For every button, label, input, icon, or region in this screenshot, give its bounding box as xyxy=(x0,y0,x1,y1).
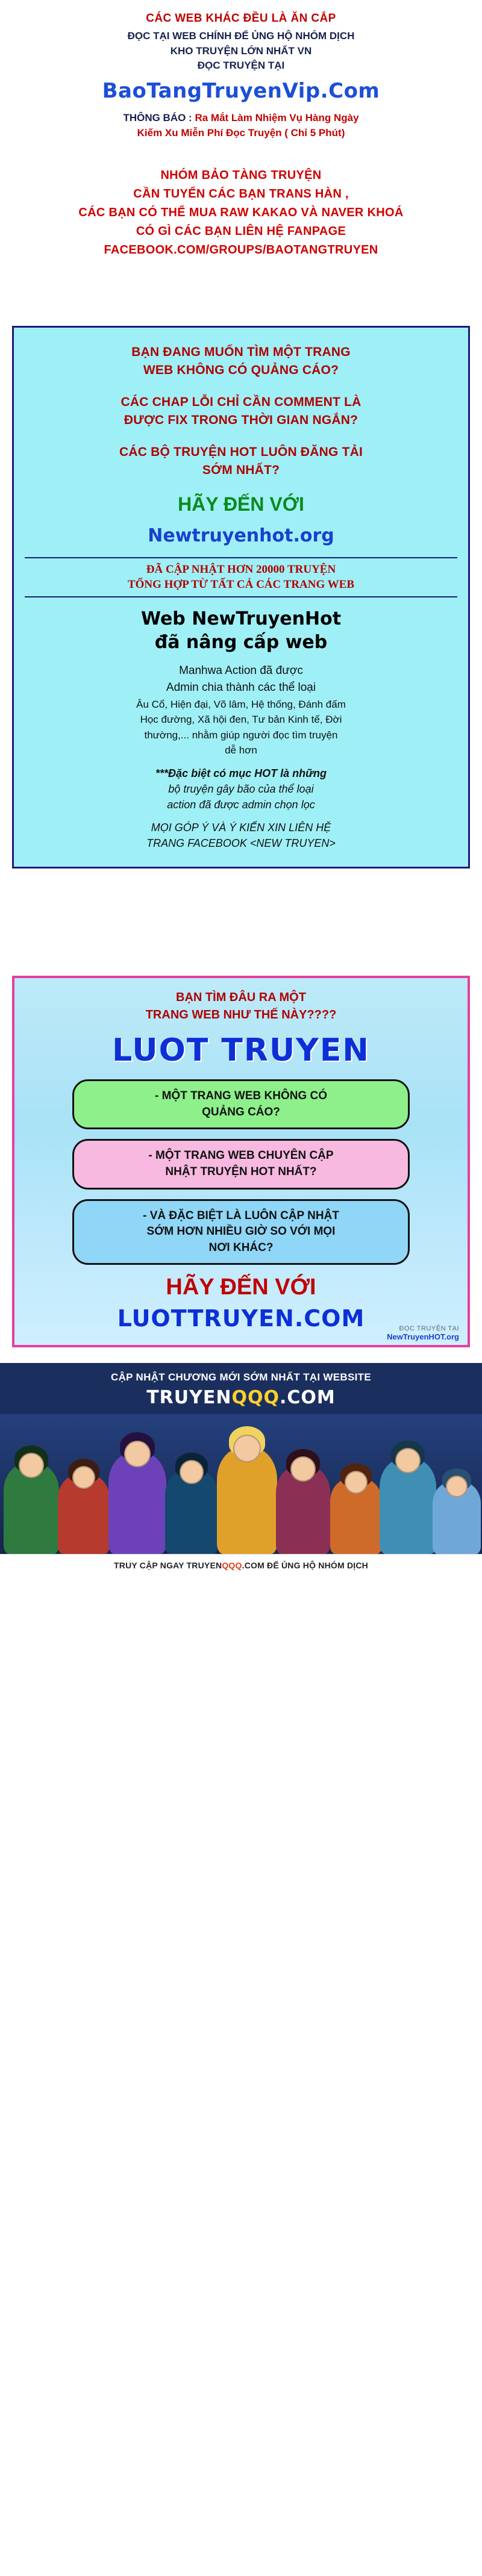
newtruyenhot-site-link[interactable]: Newtruyenhot.org xyxy=(148,525,334,546)
qqq-tagline: CẬP NHẬT CHƯƠNG MỚI SỚM NHẤT TẠI WEBSITE xyxy=(111,1371,371,1383)
newtruyen-body-line-5: thường,... nhằm giúp người đọc tìm truyện xyxy=(144,729,338,741)
bullet-3-line-3: NƠI KHÁC? xyxy=(208,1241,274,1254)
newtruyen-contact-note xyxy=(25,820,457,851)
bullet-3-line-2: SỚM HƠN NHIỀU GIỜ SO VỚI MỌI xyxy=(146,1225,336,1238)
newtruyen-question-3 xyxy=(25,443,457,480)
qqq-brand-dot: .COM xyxy=(279,1387,336,1409)
luottruyen-site-link[interactable]: LUOTTRUYEN.COM xyxy=(117,1305,365,1332)
notice-text: Ra Mắt Làm Nhiệm Vụ Hàng Ngày xyxy=(195,111,359,123)
character-2 xyxy=(58,1474,110,1554)
newtruyen-cta: HÃY ĐẾN VỚI xyxy=(178,493,304,515)
group-line-4: CÓ GÌ CÁC BẠN LIÊN HỆ FANPAGE xyxy=(136,224,346,238)
newtruyen-updated-count xyxy=(25,557,457,597)
q1-line-1: BẠN ĐANG MUỐN TÌM MỘT TRANG xyxy=(131,345,351,359)
group-fanpage-link[interactable]: FACEBOOK.COM/GROUPS/BAOTANGTRUYEN xyxy=(104,243,378,257)
baotangtruyenvip-brand-link[interactable]: BaoTangTruyenVip.Com xyxy=(102,78,380,103)
footer-prefix: TRUY CẬP NGAY TRUYEN xyxy=(114,1561,222,1571)
newtruyenhot-watermark xyxy=(387,1325,459,1342)
newtruyen-body-line-3: Âu Cổ, Hiện đại, Võ lâm, Hệ thống, Đánh đấm xyxy=(136,698,346,710)
luot-bullet-2 xyxy=(72,1139,410,1189)
q3-line-2: SỚM NHẤT? xyxy=(202,463,280,478)
character-8 xyxy=(380,1459,436,1554)
contact-line-2: TRANG FACEBOOK <NEW TRUYEN> xyxy=(146,837,336,850)
character-5-head xyxy=(233,1435,261,1462)
character-9-head xyxy=(446,1476,468,1497)
character-7-head xyxy=(345,1471,368,1494)
group-line-1: NHÓM BẢO TÀNG TRUYỆN xyxy=(160,168,322,182)
character-1-head xyxy=(19,1453,44,1478)
luot-cta: HÃY ĐẾN VỚI xyxy=(166,1274,316,1300)
luot-bullet-1 xyxy=(72,1079,410,1129)
hot-note-line-1: ***Đặc biệt có mục HOT là những xyxy=(155,767,327,779)
character-8-head xyxy=(395,1448,421,1473)
qqq-brand-prefix: TRUYEN xyxy=(146,1387,232,1409)
character-7 xyxy=(330,1478,382,1554)
character-6 xyxy=(276,1466,330,1554)
luot-question-line-2: TRANG WEB NHƯ THẾ NÀY???? xyxy=(145,1008,337,1022)
truyenqqq-brand-link[interactable] xyxy=(0,1387,482,1408)
luot-question xyxy=(24,989,458,1024)
top-announcement-section xyxy=(0,0,482,158)
newtruyen-question-2 xyxy=(25,393,457,430)
luottruyen-banner xyxy=(12,976,470,1347)
character-4 xyxy=(165,1470,218,1554)
footer-suffix: .COM ĐỂ ỦNG HỘ NHÓM DỊCH xyxy=(242,1561,368,1571)
newtruyen-headline xyxy=(25,607,457,654)
top-line-4: ĐỌC TRUYỆN TẠI xyxy=(197,60,285,72)
footer-bar xyxy=(0,1554,482,1577)
character-9 xyxy=(433,1482,481,1554)
bullet-1-line-2: QUẢNG CÁO? xyxy=(202,1105,280,1118)
top-line-3: KHO TRUYỆN LỚN NHẤT VN xyxy=(170,45,312,57)
top-line-1: CÁC WEB KHÁC ĐỀU LÀ ĂN CẮP xyxy=(146,12,336,25)
newtruyen-hot-note xyxy=(25,766,457,812)
truyenqqq-banner xyxy=(0,1363,482,1554)
bullet-1-line-1: - MỘT TRANG WEB KHÔNG CÓ xyxy=(154,1090,328,1103)
character-5 xyxy=(217,1448,277,1554)
newtruyen-body-line-1: Manhwa Action đã được xyxy=(179,664,303,677)
spacer-2 xyxy=(0,869,482,941)
character-2-head xyxy=(72,1466,95,1489)
q3-line-1: CÁC BỘ TRUYỆN HOT LUÔN ĐĂNG TẢI xyxy=(119,444,363,459)
q2-line-1: CÁC CHAP LỖI CHỈ CẦN COMMENT LÀ xyxy=(120,395,362,409)
bullet-2-line-1: - MỘT TRANG WEB CHUYÊN CẬP xyxy=(148,1149,334,1162)
headline-line-2: đã nâng cấp web xyxy=(154,631,328,653)
luottruyen-brand: LUOT TRUYEN xyxy=(112,1032,370,1069)
watermark-line-1: ĐỌC TRUYỆN TẠI xyxy=(399,1324,459,1332)
footer-qqq: QQQ xyxy=(222,1561,242,1571)
updated-line-1: ĐÃ CẬP NHẬT HƠN 20000 TRUYỆN xyxy=(146,563,336,576)
group-line-2: CẦN TUYỂN CÁC BẠN TRANS HÀN , xyxy=(133,187,349,201)
spacer-1 xyxy=(0,278,482,320)
group-recruit-section xyxy=(0,158,482,278)
character-1 xyxy=(4,1464,59,1554)
headline-line-1: Web NewTruyenHot xyxy=(140,608,342,629)
contact-line-1: MỌI GÓP Ý VÀ Ý KIẾN XIN LIÊN HỆ xyxy=(151,822,331,834)
newtruyen-body-line-2: Admin chia thành các thể loại xyxy=(166,681,316,694)
character-3-head xyxy=(124,1441,151,1467)
luot-question-line-1: BẠN TÌM ĐÂU RA MỘT xyxy=(176,991,306,1005)
notice-line-2: Kiếm Xu Miễn Phí Đọc Truyện ( Chỉ 5 Phút) xyxy=(137,127,345,139)
newtruyen-body-line-6: dễ hơn xyxy=(225,744,257,756)
character-3 xyxy=(108,1453,166,1554)
group-line-3: CÁC BẠN CÓ THỂ MUA RAW KAKAO VÀ NAVER KHOÁ xyxy=(78,205,404,219)
notice-label: THÔNG BÁO : xyxy=(123,111,192,123)
luot-bullet-3 xyxy=(72,1199,410,1265)
hot-note-line-3: action đã được admin chọn lọc xyxy=(167,799,315,811)
character-4-head xyxy=(180,1460,204,1484)
newtruyen-question-1 xyxy=(25,343,457,380)
notice-line-1 xyxy=(0,110,482,126)
updated-line-2: TỔNG HỢP TỪ TẤT CẢ CÁC TRANG WEB xyxy=(127,578,355,591)
qqq-brand-suffix: QQQ xyxy=(231,1387,280,1409)
hot-note-line-2: bộ truyện gây bão của thể loại xyxy=(168,782,314,795)
newtruyen-body-line-4: Học đường, Xã hội đen, Tư bản Kinh tế, Đời xyxy=(140,714,342,726)
newtruyenhot-banner xyxy=(12,326,470,869)
footer-visit-link[interactable] xyxy=(0,1561,482,1570)
watermark-line-2: NewTruyenHOT.org xyxy=(387,1332,459,1341)
character-artwork-strip xyxy=(0,1414,482,1554)
q2-line-2: ĐƯỢC FIX TRONG THỜI GIAN NGẮN? xyxy=(124,413,358,428)
bullet-3-line-1: - VÀ ĐẶC BIỆT LÀ LUÔN CẬP NHẬT xyxy=(143,1209,339,1222)
character-6-head xyxy=(290,1456,316,1482)
bullet-2-line-2: NHẬT TRUYỆN HOT NHẤT? xyxy=(165,1165,317,1179)
top-line-2: ĐỌC TẠI WEB CHÍNH ĐỂ ỦNG HỘ NHÓM DỊCH xyxy=(127,30,355,42)
q1-line-2: WEB KHÔNG CÓ QUẢNG CÁO? xyxy=(143,363,339,378)
